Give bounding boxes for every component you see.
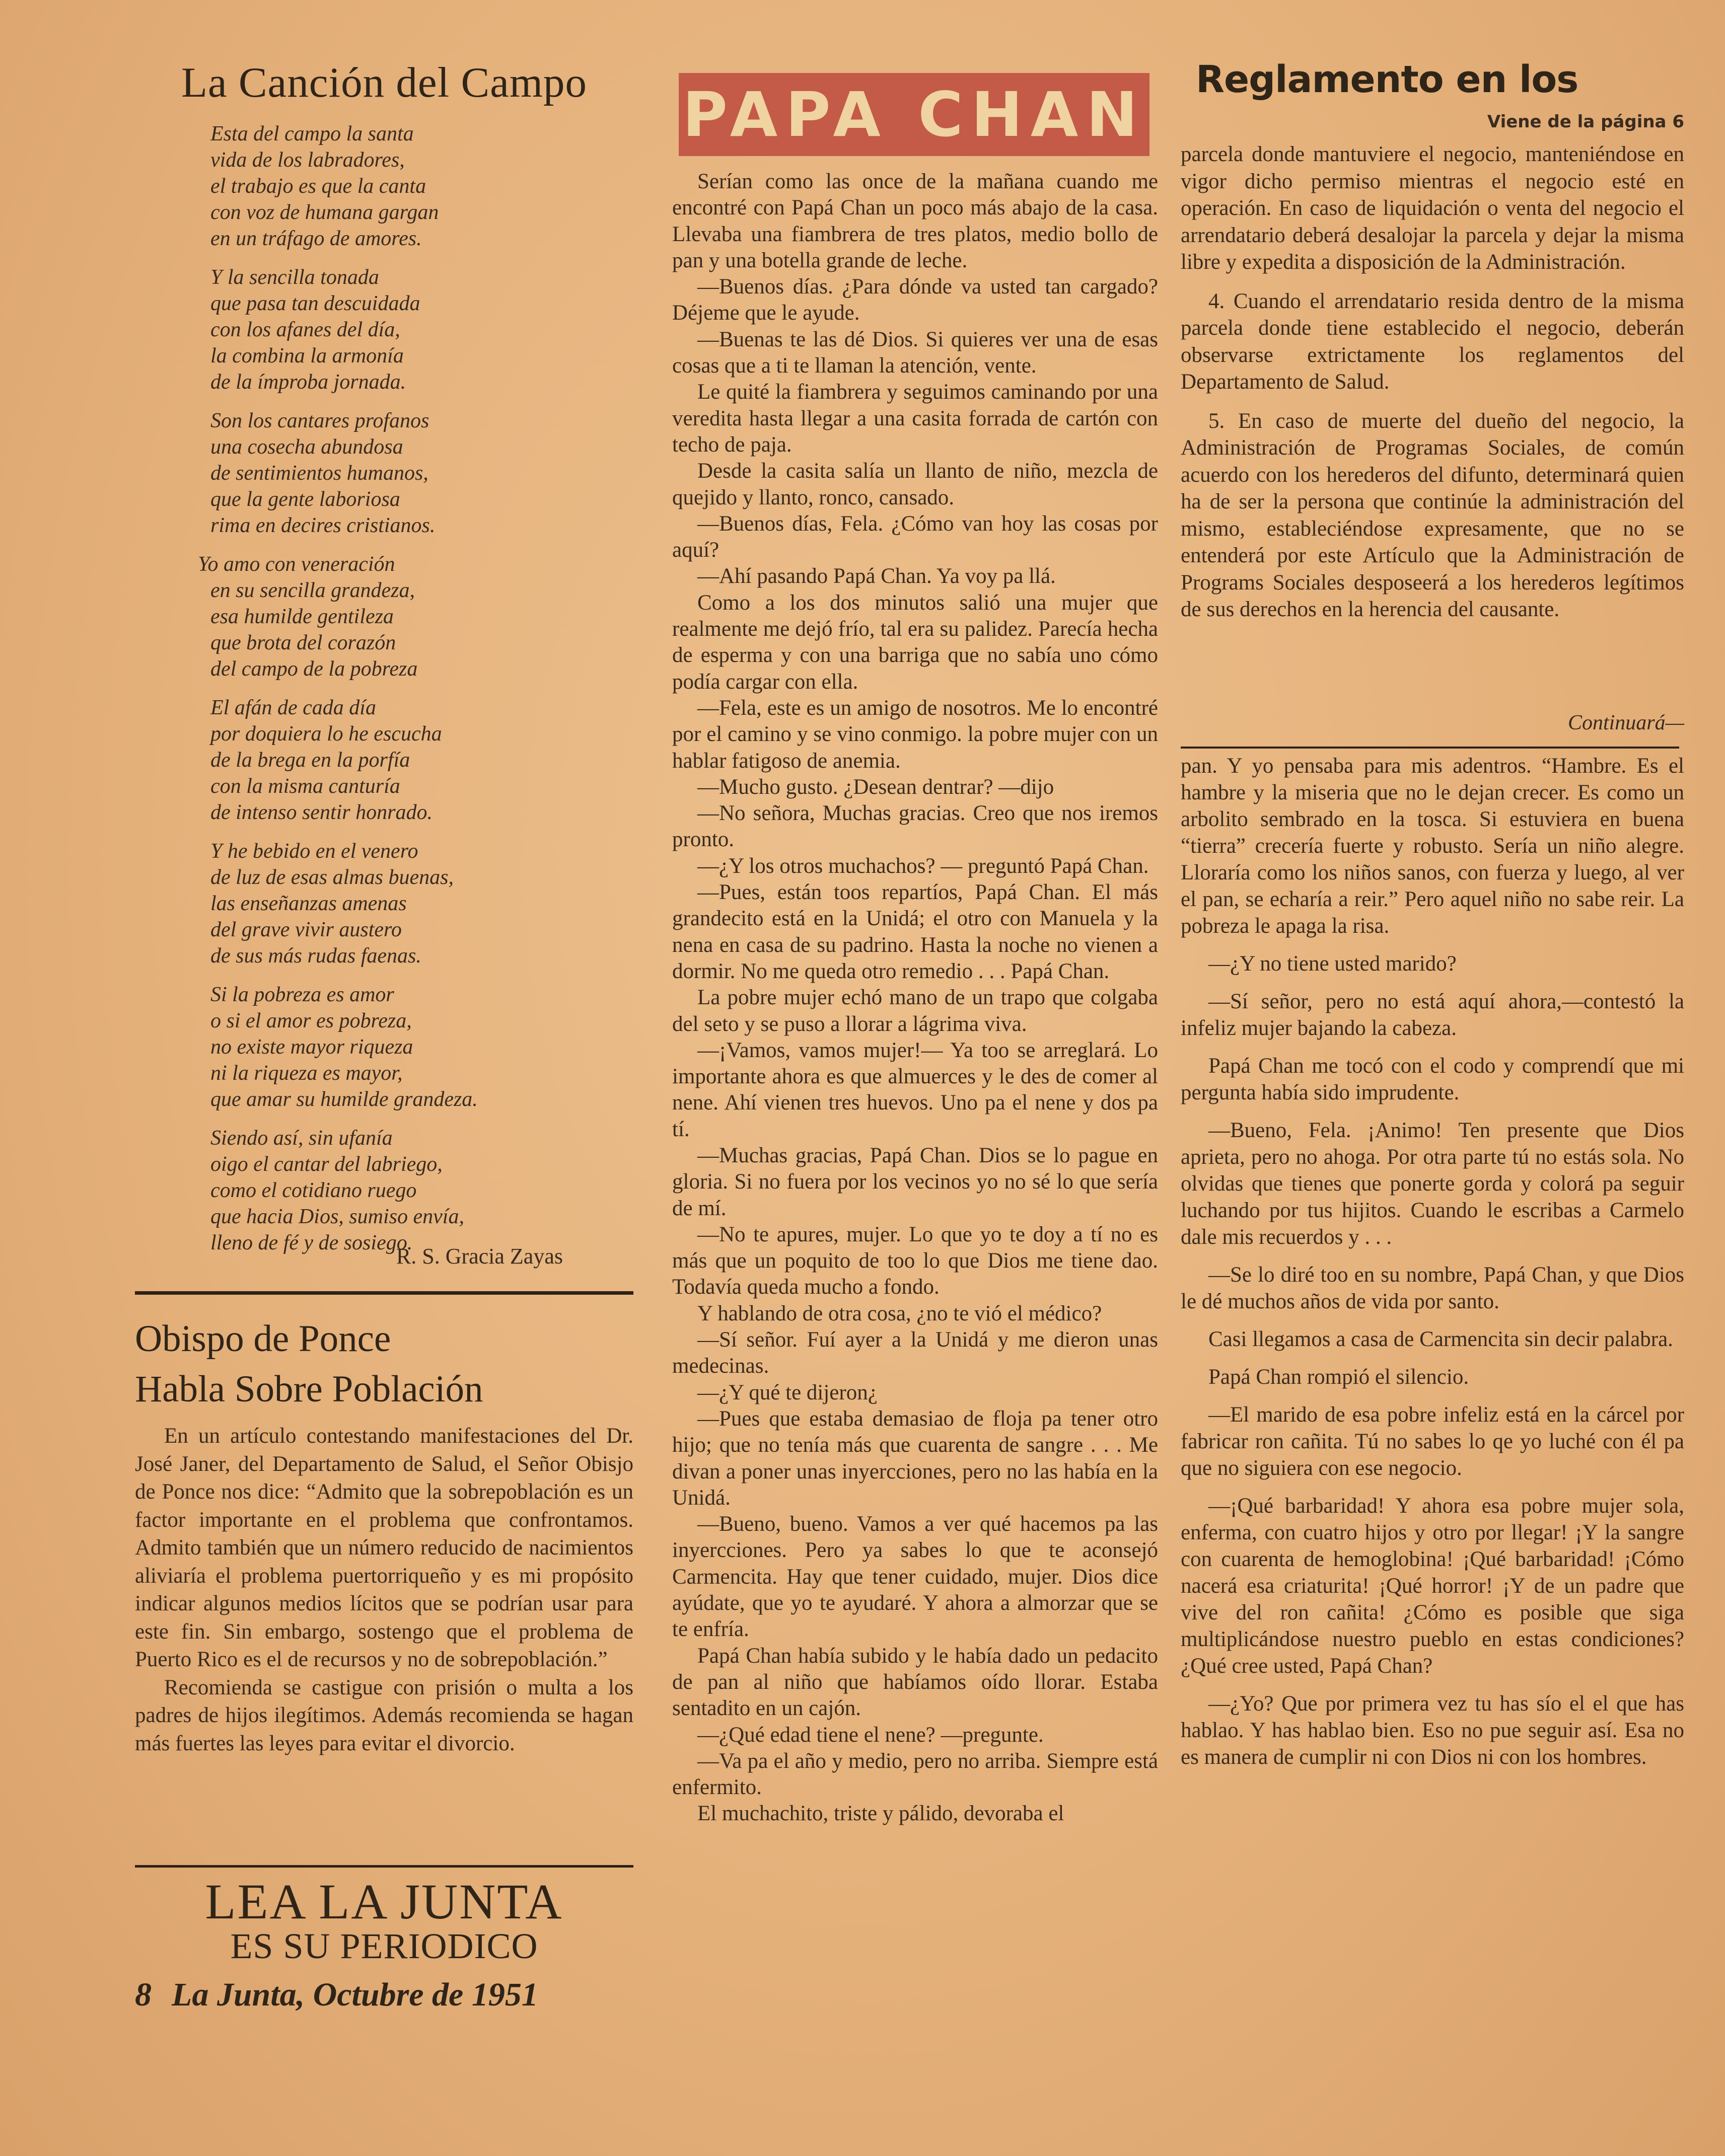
story-paragraph: —¿Y qué te dijeron¿ [697, 1380, 878, 1404]
verse-line: Son los cantares profanos [210, 409, 429, 432]
verse-line: las enseñanzas amenas [210, 892, 407, 915]
story-paragraph: —Bueno, Fela. ¡Animo! Ten presente que Dios aprieta, pero no ahoga. Por otra parte tú no estás sola. No olvidas que tienes que ponerte gorda y colorá pa seguir luchando por tus hijitos. Cuando le escribas a Carmelo dale mis recuerdos y . . . [1181, 1119, 1684, 1249]
verse-line: con la misma canturía [210, 775, 400, 798]
continued-from-note: Viene de la página 6 [1487, 112, 1684, 132]
verse-line: del grave vivir austero [210, 918, 402, 941]
poem-body [135, 121, 633, 1269]
stanza [135, 551, 633, 682]
verse-line: de intenso sentir honrado. [210, 801, 433, 824]
verse-line: que la gente laboriosa [210, 488, 400, 511]
verse-line: oigo el cantar del labriego, [210, 1153, 443, 1176]
story-paragraph: Serían como las once de la mañana cuando me encontré con Papá Chan un poco más abajo de la casa. Llevaba una fiambrera de tres platos, medio bollo de pan y una botella grande de leche. [672, 170, 1158, 272]
reglamento-headline: Reglamento en los [1196, 58, 1578, 101]
verse-line: que hacia Dios, sumiso envía, [210, 1205, 464, 1228]
verse-line: El afán de cada día [210, 696, 376, 719]
verse-line: en su sencilla grandeza, [210, 579, 415, 602]
story-paragraph: —Mucho gusto. ¿Desean dentrar? —dijo [697, 775, 1054, 799]
story-paragraph: —Buenos días, Fela. ¿Cómo van hoy las cosas por aquí? [672, 511, 1158, 562]
verse-line: ni la riqueza es mayor, [210, 1062, 403, 1085]
papa-chan-banner [679, 73, 1149, 156]
story-paragraph: —El marido de esa pobre infeliz está en la cárcel por fabricar ron cañita. Tú no sabes lo qe yo luché con él pa que no siguiera con ese negocio. [1181, 1403, 1684, 1480]
stanza [135, 264, 633, 395]
verse-line: con los afanes del día, [210, 318, 400, 341]
verse-line: esa humilde gentileza [210, 605, 394, 628]
article-paragraph: En un artículo contestando manifestaciones del Dr. José Janer, del Departamento de Salud, el Señor Obisjo de Ponce nos dice: “Admito que la sobrepoblación es un factor importante en el problema que confrontamos. Admito también que un número reducido de nacimientos aliviaría el problema puertorriqueño y es mi propósito indicar algunos medios lícitos que se podrían usar para este fin. Sin embargo, sostengo que el problema de Puerto Rico es el de recursos y no de sobrepoblación.” [135, 1424, 633, 1671]
verse-line: como el cotidiano ruego [210, 1179, 417, 1202]
promo-line-2: ES SU PERIODICO [230, 1926, 538, 1966]
verse-line: o si el amor es pobreza, [210, 1009, 412, 1032]
section-divider [1181, 747, 1679, 749]
poem-author: R. S. Gracia Zayas [396, 1244, 563, 1269]
story-paragraph: La pobre mujer echó mano de un trapo que colgaba del seto y se puso a llorar a lágrima viva. [672, 986, 1158, 1036]
story-paragraph: Papá Chan me tocó con el codo y comprendí que mi pergunta había sido imprudente. [1181, 1054, 1684, 1104]
story-paragraph: —¡Vamos, vamos mujer!— Ya too se arreglará. Lo importante ahora es que almuerces y le des de comer al nene. Ahí vienen tres huevos. Uno pa el nene y dos pa tí. [672, 1038, 1158, 1141]
story-paragraph: Como a los dos minutos salió una mujer que realmente me dejó frío, tal era su palidez. Parecía hecha de esperma y con una barriga que no sabía uno cómo podía cargar con ella. [672, 590, 1158, 694]
story-paragraph: —Buenos días. ¿Para dónde va usted tan cargado? Déjeme que le ayude. [672, 275, 1158, 325]
papa-chan-story-continued [1181, 753, 1684, 1781]
reglamento-article [1181, 141, 1684, 635]
verse-line: Yo amo con veneración [198, 553, 395, 576]
banner-title: PAPA CHAN [682, 79, 1146, 151]
verse-line: que amar su humilde grandeza. [210, 1088, 478, 1111]
article-paragraph: parcela donde mantuviere el negocio, manteniéndose en vigor dicho permiso mientras el negocio esté en operación. En caso de liquidación o venta del negocio el arrendatario deberá desalojar la parcela y dejar la misma libre y expedita a disposición de la Administración. [1181, 142, 1684, 274]
stanza [135, 1125, 633, 1256]
story-paragraph: —Fela, este es un amigo de nosotros. Me lo encontré por el camino y se vino conmigo. la pobre mujer con un hablar fatigoso de anemia. [672, 696, 1158, 773]
story-paragraph: —No señora, Muchas gracias. Creo que nos iremos pronto. [672, 801, 1158, 852]
obispo-headline [135, 1314, 633, 1415]
verse-line: no existe mayor riqueza [210, 1035, 413, 1059]
stanza [135, 982, 633, 1112]
verse-line: de la ímproba jornada. [210, 370, 406, 394]
verse-line: del campo de la pobreza [210, 657, 418, 681]
story-paragraph: Papá Chan rompió el silencio. [1208, 1365, 1469, 1389]
story-paragraph: —Ahí pasando Papá Chan. Ya voy pa llá. [697, 564, 1056, 588]
story-paragraph: —Va pa el año y medio, pero no arriba. Siempre está enfermito. [672, 1749, 1158, 1800]
stanza [135, 121, 633, 252]
headline-line: Habla Sobre Población [135, 1368, 483, 1410]
verse-line: de sus más rudas faenas. [210, 944, 421, 968]
verse-line: Esta del campo la santa [210, 122, 414, 145]
headline-line: Obispo de Ponce [135, 1318, 391, 1360]
verse-line: por doquiera lo he escucha [210, 722, 442, 746]
verse-line: la combina la armonía [210, 344, 404, 367]
story-paragraph: —¿Qué edad tiene el nene? —pregunte. [697, 1723, 1044, 1747]
article-paragraph: 4. Cuando el arrendatario resida dentro de la misma parcela donde tiene establecido el negocio, deberán observarse extrictamente los reglamentos del Departamento de Salud. [1181, 289, 1684, 394]
story-paragraph: —Buenas te las dé Dios. Si quieres ver una de esas cosas que a ti te llaman la atención, vente. [672, 327, 1158, 378]
story-paragraph: Casi llegamos a casa de Carmencita sin decir palabra. [1208, 1327, 1673, 1351]
story-paragraph: El muchachito, triste y pálido, devoraba el [697, 1802, 1064, 1826]
story-paragraph: pan. Y yo pensaba para mis adentros. “Hambre. Es el hambre y la miseria que no le dejan crecer. Es como un arbolito sembrado en la tosca. Si estuviera en buena “tierra” crecería fuerte y robusto. Sería un niño alegre. Lloraría como los niños sanos, con fuerza y luego, al ver el pan, se echaría a reir.” Pero aquel niño no sabe reir. La pobreza le apaga la risa. [1181, 754, 1684, 938]
verse-line: de sentimientos humanos, [210, 462, 428, 485]
footer-masthead: La Junta, Octubre de 1951 [172, 1976, 538, 2013]
story-paragraph: —Bueno, bueno. Vamos a ver qué hacemos pa las inyercciones. Pero ya sabes lo que te aconsejó Carmencita. Hay que tener cuidado, mujer. Dios dice ayúdate, que yo te ayudaré. Y ahora a almorzar que se te enfría. [672, 1512, 1158, 1642]
story-paragraph: —¿Yo? Que por primera vez tu has sío el el que has hablao. Y has hablao bien. Eso no pue seguir así. Esa no es manera de cumplir ni con Dios ni con los hombres. [1181, 1692, 1684, 1769]
story-paragraph: Y hablando de otra cosa, ¿no te vió el médico? [697, 1301, 1102, 1325]
verse-line: de luz de esas almas buenas, [210, 866, 454, 889]
story-paragraph: Desde la casita salía un llanto de niño, mezcla de quejido y llanto, ronco, cansado. [672, 459, 1158, 509]
story-paragraph: Le quité la fiambrera y seguimos caminando por una veredita hasta llegar a una casita forrada de cartón con techo de paja. [672, 380, 1158, 457]
verse-line: en un tráfago de amores. [210, 227, 422, 250]
verse-line: una cosecha abundosa [210, 435, 403, 459]
verse-line: Y la sencilla tonada [210, 266, 379, 289]
continued-note: Continuará— [1567, 711, 1684, 734]
obispo-article [135, 1422, 633, 1757]
verse-line: de la brega en la porfía [210, 749, 410, 772]
verse-line: que brota del corazón [210, 631, 396, 654]
article-paragraph: 5. En caso de muerte del dueño del negocio, la Administración de Programas Sociales, de común acuerdo con los herederos del difunto, determinará quien ha de ser la persona que continúe la administración del mismo, estableciéndose expresamente, que no se entenderá por este Artículo que la Administración de Programs Sociales desposeerá a los herederos legítimos de sus derechos en la herencia del causante. [1181, 409, 1684, 621]
verse-line: Siendo así, sin ufanía [210, 1127, 393, 1150]
story-paragraph: —Muchas gracias, Papá Chan. Dios se lo pague en gloria. Si no fuera por los vecinos yo no sé lo que sería de mí. [672, 1143, 1158, 1220]
section-divider [135, 1291, 633, 1295]
story-paragraph: —¿Y los otros muchachos? — preguntó Papá Chan. [697, 854, 1149, 878]
verse-line: que pasa tan descuidada [210, 292, 420, 315]
verse-line: vida de los labradores, [210, 148, 405, 172]
story-paragraph: —¿Y no tiene usted marido? [1208, 952, 1457, 976]
story-paragraph: Papá Chan había subido y le había dado un pedacito de pan al niño que habíamos oído llorar. Estaba sentadito en un cajón. [672, 1644, 1158, 1721]
stanza [135, 408, 633, 539]
promo-line-1: LEA LA JUNTA [205, 1874, 563, 1929]
verse-line: Si la pobreza es amor [210, 983, 394, 1006]
poem-title: La Canción del Campo [181, 59, 588, 106]
verse-line: Y he bebido en el venero [210, 840, 418, 863]
story-paragraph: —No te apures, mujer. Lo que yo te doy a tí no es más que un poquito de too lo que Dios me tiene dao. Todavía queda mucho a fondo. [672, 1222, 1158, 1299]
story-paragraph: —Pues, están toos repartíos, Papá Chan. El más grandecito está en la Unidá; el otro con Manuela y la nena en casa de su padrino. Hasta la noche no vienen a dormir. No me queda otro remedio . . . Papá Chan. [672, 880, 1158, 983]
story-paragraph: —Pues que estaba demasiao de floja pa tener otro hijo; que no tenía más que cuarenta de sangre . . . Me divan a poner unas inyercciones, pero no las había en la Unidá. [672, 1406, 1158, 1510]
story-paragraph: —Se lo diré too en su nombre, Papá Chan, y que Dios le dé muchos años de vida por santo. [1181, 1263, 1684, 1313]
stanza [135, 695, 633, 826]
verse-line: el trabajo es que la canta [210, 175, 426, 198]
article-paragraph: Recomienda se castigue con prisión o multa a los padres de hijos ilegítimos. Además recomienda se hagan más fuertes las leyes para evitar el divorcio. [135, 1675, 633, 1755]
papa-chan-story [672, 169, 1158, 1827]
page-footer [135, 1976, 633, 2014]
verse-line: lleno de fé y de sosiego. [210, 1231, 413, 1254]
verse-line: con voz de humana gargan [210, 201, 439, 224]
page-number: 8 [135, 1976, 152, 2013]
section-divider [135, 1865, 633, 1868]
story-paragraph: —Sí señor, pero no está aquí ahora,—contestó la infeliz mujer bajando la cabeza. [1181, 990, 1684, 1040]
stanza [135, 838, 633, 969]
story-paragraph: —¡Qué barbaridad! Y ahora esa pobre mujer sola, enferma, con cuatro hijos y otro por llegar! ¡Y la sangre con cuarenta de hemoglobina! ¡Qué barbaridad! ¡Cómo nacerá esa criaturita! ¡Qué horror! ¡Y de un padre que vive del ron cañita! ¿Cómo es posible que siga multiplicándose nuestro pueblo en estas condiciones? ¿Qué cree usted, Papá Chan? [1181, 1494, 1684, 1678]
story-paragraph: —Sí señor. Fuí ayer a la Unidá y me dieron unas medecinas. [672, 1328, 1158, 1378]
verse-line: rima en decires cristianos. [210, 514, 436, 537]
